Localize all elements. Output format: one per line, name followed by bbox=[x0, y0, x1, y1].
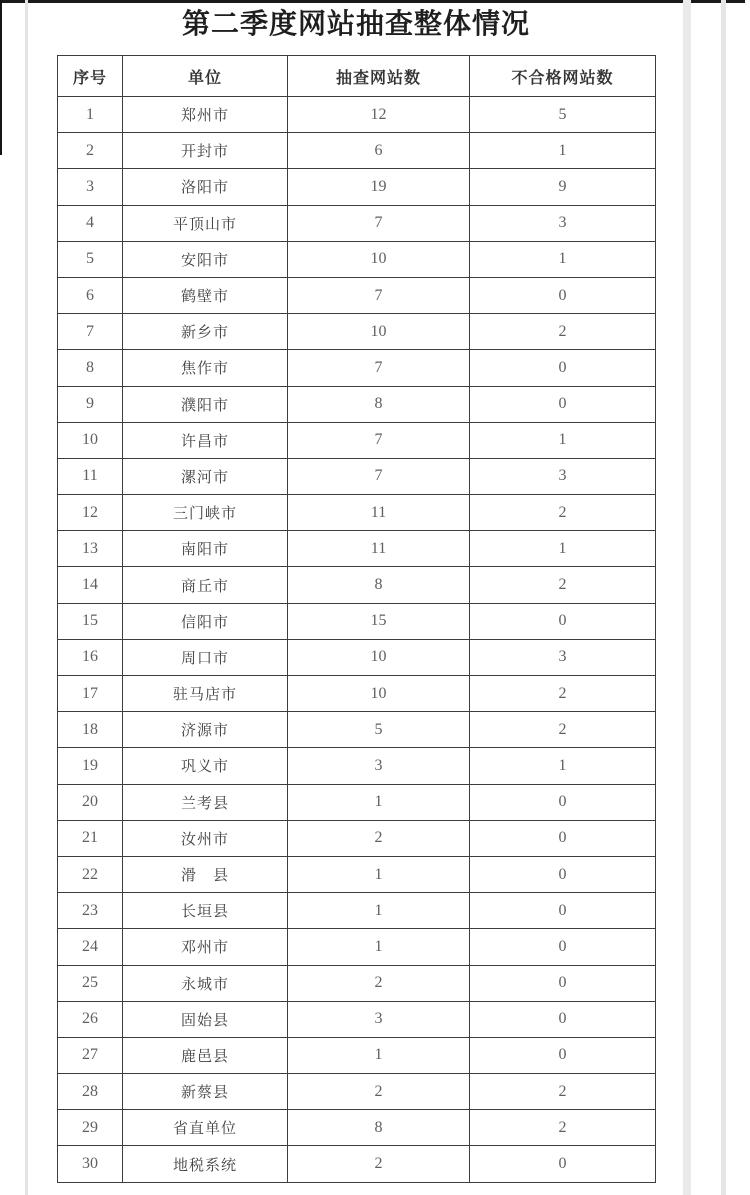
cell-failed: 0 bbox=[470, 784, 656, 820]
cell-failed: 0 bbox=[470, 350, 656, 386]
table-row bbox=[58, 422, 656, 458]
cell-serial: 21 bbox=[58, 820, 123, 856]
page-left-edge bbox=[0, 0, 2, 155]
cell-failed: 0 bbox=[470, 820, 656, 856]
cell-unit: 长垣县 bbox=[123, 893, 288, 929]
table-row bbox=[58, 893, 656, 929]
cell-checked: 8 bbox=[288, 386, 470, 422]
table-row bbox=[58, 639, 656, 675]
cell-unit: 汝州市 bbox=[123, 820, 288, 856]
cell-failed: 0 bbox=[470, 1146, 656, 1182]
table-row bbox=[58, 820, 656, 856]
page-title: 第二季度网站抽查整体情况 bbox=[181, 9, 530, 40]
cell-unit: 漯河市 bbox=[123, 458, 288, 494]
cell-checked: 10 bbox=[288, 314, 470, 350]
cell-checked: 1 bbox=[288, 784, 470, 820]
column-header-failed: 不合格网站数 bbox=[470, 56, 656, 97]
cell-unit: 兰考县 bbox=[123, 784, 288, 820]
cell-unit: 焦作市 bbox=[123, 350, 288, 386]
cell-failed: 0 bbox=[470, 965, 656, 1001]
page-fold-line-right-inner bbox=[683, 0, 691, 1195]
cell-serial: 22 bbox=[58, 856, 123, 892]
cell-serial: 1 bbox=[58, 97, 123, 133]
table-row bbox=[58, 603, 656, 639]
cell-failed: 0 bbox=[470, 856, 656, 892]
table-row bbox=[58, 676, 656, 712]
cell-unit: 安阳市 bbox=[123, 241, 288, 277]
table-row bbox=[58, 97, 656, 133]
cell-failed: 2 bbox=[470, 676, 656, 712]
cell-failed: 3 bbox=[470, 205, 656, 241]
table-header-row bbox=[58, 56, 656, 97]
cell-failed: 9 bbox=[470, 169, 656, 205]
cell-serial: 25 bbox=[58, 965, 123, 1001]
cell-checked: 3 bbox=[288, 748, 470, 784]
cell-checked: 2 bbox=[288, 1146, 470, 1182]
column-header-unit: 单位 bbox=[123, 56, 288, 97]
cell-unit: 济源市 bbox=[123, 712, 288, 748]
cell-failed: 0 bbox=[470, 603, 656, 639]
cell-failed: 0 bbox=[470, 1001, 656, 1037]
cell-checked: 10 bbox=[288, 639, 470, 675]
cell-unit: 驻马店市 bbox=[123, 676, 288, 712]
cell-checked: 1 bbox=[288, 856, 470, 892]
cell-checked: 1 bbox=[288, 929, 470, 965]
table-row bbox=[58, 169, 656, 205]
cell-failed: 0 bbox=[470, 277, 656, 313]
cell-checked: 2 bbox=[288, 965, 470, 1001]
cell-serial: 24 bbox=[58, 929, 123, 965]
cell-failed: 2 bbox=[470, 1074, 656, 1110]
cell-serial: 8 bbox=[58, 350, 123, 386]
cell-checked: 19 bbox=[288, 169, 470, 205]
cell-checked: 12 bbox=[288, 97, 470, 133]
cell-failed: 1 bbox=[470, 422, 656, 458]
cell-serial: 4 bbox=[58, 205, 123, 241]
table-row bbox=[58, 567, 656, 603]
cell-serial: 2 bbox=[58, 133, 123, 169]
cell-unit: 濮阳市 bbox=[123, 386, 288, 422]
cell-serial: 3 bbox=[58, 169, 123, 205]
table-row bbox=[58, 495, 656, 531]
cell-serial: 16 bbox=[58, 639, 123, 675]
cell-serial: 5 bbox=[58, 241, 123, 277]
cell-unit: 郑州市 bbox=[123, 97, 288, 133]
cell-unit: 省直单位 bbox=[123, 1110, 288, 1146]
cell-unit: 鹿邑县 bbox=[123, 1037, 288, 1073]
cell-failed: 1 bbox=[470, 241, 656, 277]
cell-unit: 地税系统 bbox=[123, 1146, 288, 1182]
cell-checked: 7 bbox=[288, 277, 470, 313]
cell-unit: 邓州市 bbox=[123, 929, 288, 965]
cell-failed: 1 bbox=[470, 133, 656, 169]
cell-unit: 三门峡市 bbox=[123, 495, 288, 531]
cell-checked: 6 bbox=[288, 133, 470, 169]
page-fold-line-right-outer bbox=[721, 0, 726, 1195]
cell-failed: 5 bbox=[470, 97, 656, 133]
cell-serial: 11 bbox=[58, 458, 123, 494]
table-row bbox=[58, 1146, 656, 1182]
cell-unit: 商丘市 bbox=[123, 567, 288, 603]
cell-checked: 8 bbox=[288, 1110, 470, 1146]
cell-serial: 23 bbox=[58, 893, 123, 929]
cell-checked: 15 bbox=[288, 603, 470, 639]
cell-serial: 12 bbox=[58, 495, 123, 531]
table-row bbox=[58, 1037, 656, 1073]
cell-serial: 18 bbox=[58, 712, 123, 748]
page-top-edge bbox=[0, 0, 745, 3]
table-row bbox=[58, 350, 656, 386]
cell-serial: 26 bbox=[58, 1001, 123, 1037]
cell-serial: 28 bbox=[58, 1074, 123, 1110]
cell-failed: 0 bbox=[470, 893, 656, 929]
table-row bbox=[58, 712, 656, 748]
cell-unit: 鹤壁市 bbox=[123, 277, 288, 313]
table-row bbox=[58, 133, 656, 169]
table-row bbox=[58, 314, 656, 350]
cell-failed: 2 bbox=[470, 1110, 656, 1146]
cell-unit: 固始县 bbox=[123, 1001, 288, 1037]
cell-failed: 3 bbox=[470, 458, 656, 494]
cell-checked: 5 bbox=[288, 712, 470, 748]
cell-serial: 27 bbox=[58, 1037, 123, 1073]
column-header-serial: 序号 bbox=[58, 56, 123, 97]
cell-unit: 永城市 bbox=[123, 965, 288, 1001]
cell-checked: 11 bbox=[288, 495, 470, 531]
cell-unit: 南阳市 bbox=[123, 531, 288, 567]
table-row bbox=[58, 386, 656, 422]
cell-failed: 0 bbox=[470, 929, 656, 965]
cell-failed: 2 bbox=[470, 314, 656, 350]
cell-serial: 14 bbox=[58, 567, 123, 603]
cell-checked: 7 bbox=[288, 422, 470, 458]
cell-serial: 10 bbox=[58, 422, 123, 458]
cell-checked: 10 bbox=[288, 241, 470, 277]
table-row bbox=[58, 784, 656, 820]
cell-serial: 17 bbox=[58, 676, 123, 712]
cell-serial: 15 bbox=[58, 603, 123, 639]
table-row bbox=[58, 241, 656, 277]
cell-unit: 新乡市 bbox=[123, 314, 288, 350]
cell-unit: 许昌市 bbox=[123, 422, 288, 458]
cell-serial: 19 bbox=[58, 748, 123, 784]
cell-serial: 20 bbox=[58, 784, 123, 820]
table-row bbox=[58, 929, 656, 965]
table-row bbox=[58, 277, 656, 313]
cell-unit: 平顶山市 bbox=[123, 205, 288, 241]
cell-failed: 2 bbox=[470, 567, 656, 603]
table-row bbox=[58, 1001, 656, 1037]
cell-failed: 2 bbox=[470, 495, 656, 531]
cell-failed: 1 bbox=[470, 748, 656, 784]
cell-failed: 3 bbox=[470, 639, 656, 675]
table-row bbox=[58, 748, 656, 784]
table-row bbox=[58, 1074, 656, 1110]
cell-checked: 7 bbox=[288, 458, 470, 494]
cell-unit: 滑 县 bbox=[123, 856, 288, 892]
cell-failed: 1 bbox=[470, 531, 656, 567]
cell-serial: 7 bbox=[58, 314, 123, 350]
page-fold-line-left bbox=[25, 0, 28, 1195]
table-row bbox=[58, 1110, 656, 1146]
cell-serial: 30 bbox=[58, 1146, 123, 1182]
cell-checked: 7 bbox=[288, 350, 470, 386]
cell-serial: 9 bbox=[58, 386, 123, 422]
cell-serial: 29 bbox=[58, 1110, 123, 1146]
cell-unit: 新蔡县 bbox=[123, 1074, 288, 1110]
cell-checked: 1 bbox=[288, 1037, 470, 1073]
table-row bbox=[58, 965, 656, 1001]
column-header-checked: 抽查网站数 bbox=[288, 56, 470, 97]
table-row bbox=[58, 458, 656, 494]
cell-checked: 2 bbox=[288, 1074, 470, 1110]
cell-checked: 11 bbox=[288, 531, 470, 567]
cell-failed: 0 bbox=[470, 1037, 656, 1073]
cell-checked: 2 bbox=[288, 820, 470, 856]
cell-checked: 1 bbox=[288, 893, 470, 929]
cell-failed: 0 bbox=[470, 386, 656, 422]
cell-unit: 巩义市 bbox=[123, 748, 288, 784]
cell-unit: 信阳市 bbox=[123, 603, 288, 639]
cell-unit: 洛阳市 bbox=[123, 169, 288, 205]
cell-serial: 6 bbox=[58, 277, 123, 313]
table-row bbox=[58, 856, 656, 892]
cell-checked: 7 bbox=[288, 205, 470, 241]
inspection-table bbox=[57, 55, 656, 1183]
table-row bbox=[58, 205, 656, 241]
cell-checked: 8 bbox=[288, 567, 470, 603]
cell-checked: 10 bbox=[288, 676, 470, 712]
cell-unit: 周口市 bbox=[123, 639, 288, 675]
cell-checked: 3 bbox=[288, 1001, 470, 1037]
cell-serial: 13 bbox=[58, 531, 123, 567]
cell-unit: 开封市 bbox=[123, 133, 288, 169]
cell-failed: 2 bbox=[470, 712, 656, 748]
table-row bbox=[58, 531, 656, 567]
